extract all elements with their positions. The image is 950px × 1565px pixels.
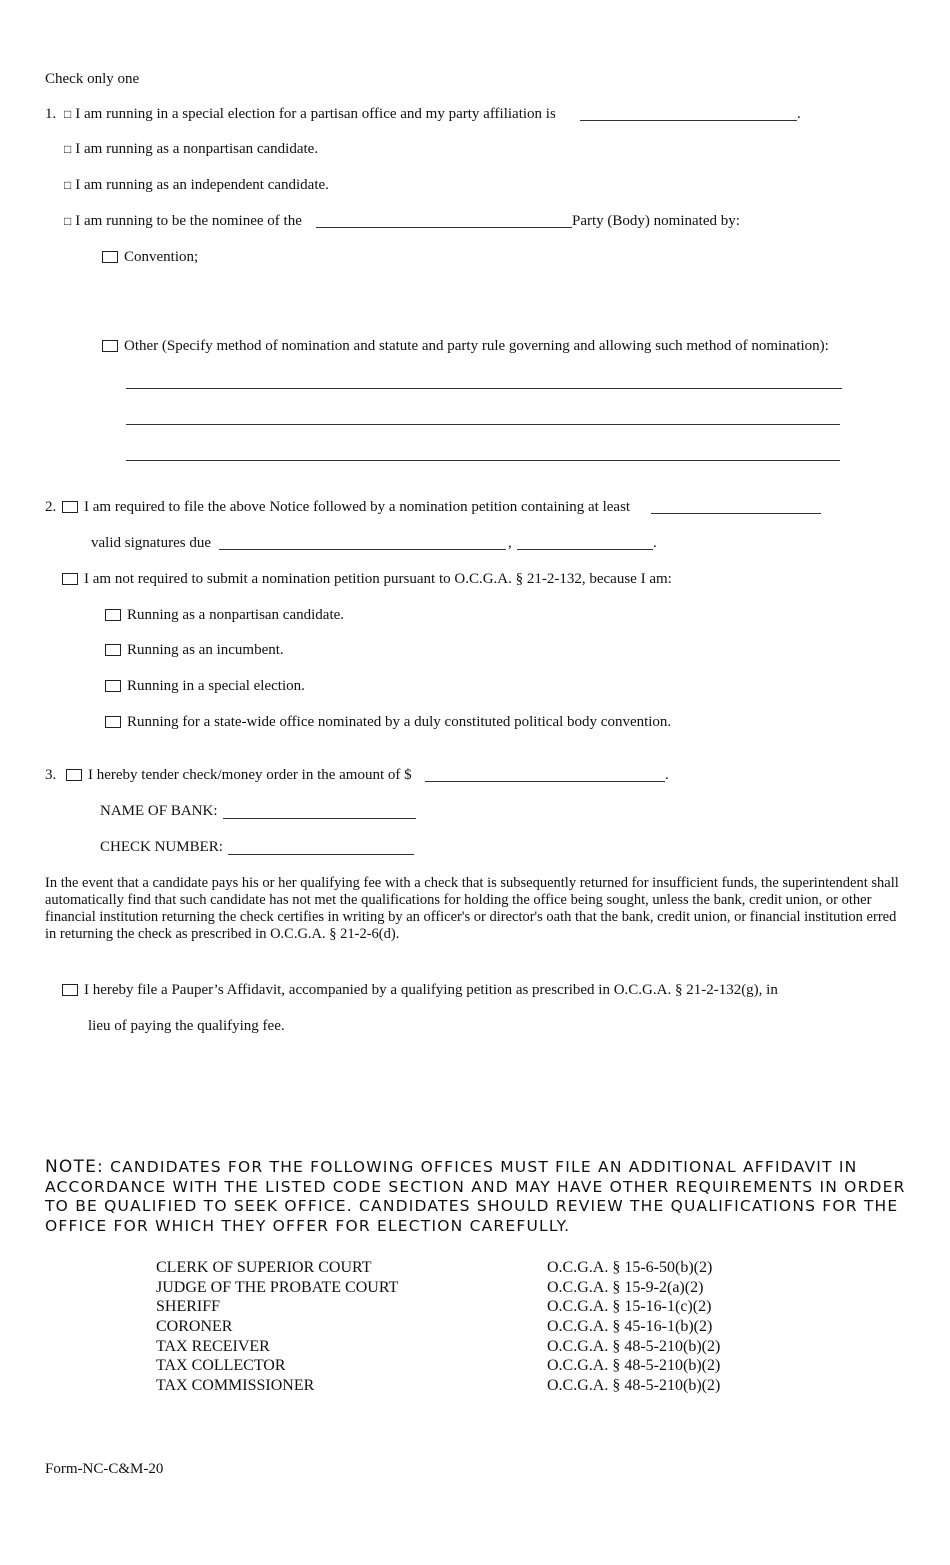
option-nonpartisan-label: I am running as a nonpartisan candidate.	[75, 141, 319, 157]
section-3-number: 3.	[45, 767, 57, 783]
convention-label: Convention;	[124, 249, 199, 265]
office-code: O.C.G.A. § 48-5-210(b)(2)	[547, 1377, 721, 1395]
amount-blank[interactable]	[425, 781, 665, 782]
table-row	[156, 1317, 720, 1337]
other-method-label: Other (Specify method of nomination and statute and party rule governing and allowing such method of nomination):	[124, 338, 829, 354]
office-code: O.C.G.A. § 15-6-50(b)(2)	[547, 1259, 713, 1276]
tender-check-option[interactable]	[66, 766, 412, 784]
reason-label: Running as a nonpartisan candidate.	[127, 607, 345, 623]
other-method-line-1[interactable]	[126, 388, 842, 389]
other-method-line-2[interactable]	[126, 424, 840, 425]
paupers-affidavit-option[interactable]	[62, 981, 778, 999]
office-code: O.C.G.A. § 48-5-210(b)(2)	[547, 1337, 721, 1355]
reason-special-election[interactable]	[105, 677, 305, 695]
square-checkbox-icon[interactable]: □	[64, 214, 72, 228]
tender-check-label: I hereby tender check/money order in the amount of $	[88, 767, 412, 783]
office-code: O.C.G.A. § 15-9-2(a)(2)	[547, 1278, 704, 1296]
reason-label: Running as an incumbent.	[127, 642, 284, 658]
option-partisan[interactable]	[64, 105, 556, 123]
reason-label: Running for a state-wide office nominated by a duly constituted political body convention.	[127, 714, 672, 730]
convention-option[interactable]	[102, 248, 198, 266]
office-code: O.C.G.A. § 15-16-1(c)(2)	[547, 1298, 712, 1316]
office-name: TAX COMMISSIONER	[156, 1377, 315, 1395]
tender-check-checkbox[interactable]	[66, 769, 82, 781]
convention-checkbox[interactable]	[102, 251, 118, 263]
tender-period: .	[665, 767, 669, 783]
option-nominee-label: I am running to be the nominee of the	[75, 213, 302, 229]
due-period: .	[653, 535, 657, 551]
option-independent[interactable]	[64, 176, 329, 194]
option-partisan-label: I am running in a special election for a partisan office and my party affiliation is	[75, 106, 556, 122]
note-label: NOTE:	[45, 1157, 104, 1177]
option-nonpartisan[interactable]	[64, 140, 318, 158]
section-2-number: 2.	[45, 499, 57, 515]
paupers-affidavit-continuation: lieu of paying the qualifying fee.	[88, 1018, 285, 1034]
reason-label: Running in a special election.	[127, 678, 305, 694]
due-comma: ,	[508, 535, 512, 551]
paupers-affidavit-checkbox[interactable]	[62, 984, 78, 996]
table-row	[156, 1337, 720, 1357]
reason-incumbent[interactable]	[105, 641, 284, 659]
petition-not-required-option[interactable]	[62, 570, 672, 588]
office-name: CORONER	[156, 1318, 233, 1336]
party-name-blank[interactable]	[316, 227, 572, 228]
signatures-due-year-blank[interactable]	[517, 549, 653, 550]
reason-checkbox[interactable]	[105, 680, 121, 692]
option-nominee[interactable]	[64, 212, 302, 230]
offices-table	[156, 1258, 720, 1396]
valid-signatures-label: valid signatures due	[91, 535, 211, 551]
other-method-checkbox[interactable]	[102, 340, 118, 352]
office-name: TAX RECEIVER	[156, 1337, 270, 1355]
check-number-label: CHECK NUMBER:	[100, 839, 223, 855]
note-block	[45, 1158, 915, 1237]
reason-nonpartisan[interactable]	[105, 606, 344, 624]
square-checkbox-icon[interactable]: □	[64, 178, 72, 192]
reason-checkbox[interactable]	[105, 609, 121, 621]
petition-required-label: I am required to file the above Notice followed by a nomination petition containing at least	[84, 499, 631, 515]
reason-statewide-convention[interactable]	[105, 713, 671, 731]
petition-not-required-checkbox[interactable]	[62, 573, 78, 585]
signatures-due-date-blank[interactable]	[219, 549, 506, 550]
section-1-number: 1.	[45, 106, 57, 122]
square-checkbox-icon[interactable]: □	[64, 107, 72, 121]
table-row	[156, 1258, 720, 1278]
form-id: Form-NC-C&M-20	[45, 1461, 164, 1477]
office-name: JUDGE OF THE PROBATE COURT	[156, 1278, 399, 1296]
square-checkbox-icon[interactable]: □	[64, 142, 72, 156]
paupers-affidavit-label: I hereby file a Pauper’s Affidavit, accompanied by a qualifying petition as prescribed in O.C.G.A. § 21-2-132(g), in	[84, 982, 778, 998]
office-name: CLERK OF SUPERIOR COURT	[156, 1259, 372, 1276]
petition-required-checkbox[interactable]	[62, 501, 78, 513]
check-only-one-label: Check only one	[45, 71, 140, 87]
office-code: O.C.G.A. § 48-5-210(b)(2)	[547, 1357, 721, 1375]
reason-checkbox[interactable]	[105, 716, 121, 728]
insufficient-funds-paragraph: In the event that a candidate pays his or her qualifying fee with a check that is subsequently returned for insufficient funds, the superintendent shall automatically find that such candidate has not met the qualifications for holding the office being sought, unless the bank, credit union, or other financial institution returning the check certifies in writing by an officer's or director's oath that the bank, credit union, or financial institution erred in returning the check as prescribed in O.C.G.A. § 21-2-6(d).	[45, 875, 899, 942]
name-of-bank-blank[interactable]	[223, 818, 416, 819]
office-name: SHERIFF	[156, 1298, 221, 1316]
petition-required-option[interactable]	[62, 498, 630, 516]
name-of-bank-label: NAME OF BANK:	[100, 803, 218, 819]
table-row	[156, 1297, 720, 1317]
office-name: TAX COLLECTOR	[156, 1357, 286, 1375]
other-method-option[interactable]	[102, 337, 829, 355]
other-method-line-3[interactable]	[126, 460, 840, 461]
office-code: O.C.G.A. § 45-16-1(b)(2)	[547, 1318, 713, 1336]
party-affiliation-blank[interactable]	[580, 120, 797, 121]
table-row	[156, 1356, 720, 1376]
nominee-party-body-label: Party (Body) nominated by:	[572, 213, 740, 229]
table-row	[156, 1278, 720, 1298]
option-independent-label: I am running as an independent candidate.	[75, 177, 329, 193]
signature-count-blank[interactable]	[651, 513, 821, 514]
note-text: CANDIDATES FOR THE FOLLOWING OFFICES MUST FILE AN ADDITIONAL AFFIDAVIT IN ACCORDANCE WITH THE LISTED CODE SECTION AND MAY HAVE OTHER REQUIREMENTS IN ORDER TO BE QUALIFIED TO SEEK OFFICE. CANDIDATES SHOULD REVIEW THE QUALIFICATIONS FOR THE OFFICE FOR WHICH THEY OFFER FOR ELECTION CAREFULLY.	[45, 1158, 906, 1236]
partisan-period: .	[797, 106, 801, 122]
check-number-blank[interactable]	[228, 854, 414, 855]
petition-not-required-label: I am not required to submit a nomination petition pursuant to O.C.G.A. § 21-2-132, because I am:	[84, 571, 672, 587]
reason-checkbox[interactable]	[105, 644, 121, 656]
table-row	[156, 1376, 720, 1396]
